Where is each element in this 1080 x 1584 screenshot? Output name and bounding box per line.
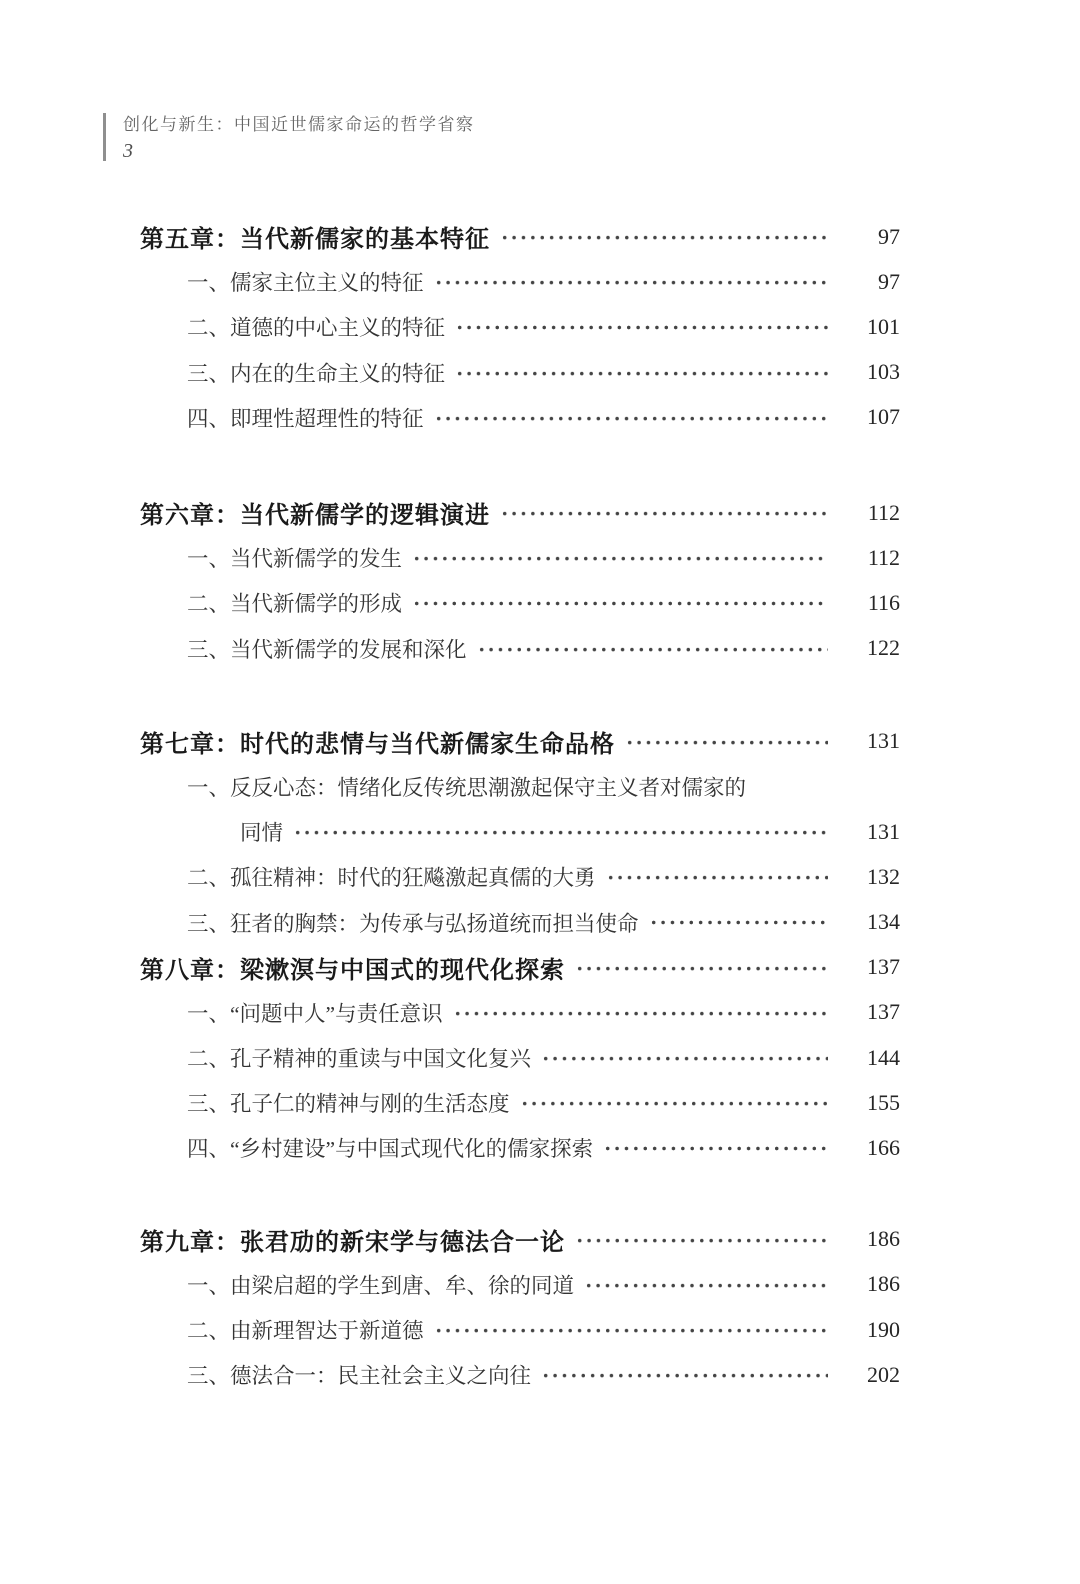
toc-chapter-label: 第五章：当代新儒家的基本特征 (140, 226, 490, 254)
dot-leader (412, 580, 828, 625)
toc-section-label: 二、由新理智达于新道德 (187, 1319, 424, 1344)
dot-leader (434, 1307, 828, 1352)
toc-section-label: 二、孤往精神：时代的狂飚激起真儒的大勇 (187, 866, 596, 891)
toc-section-label: 四、即理性超理性的特征 (187, 406, 424, 431)
dot-leader (455, 350, 828, 395)
toc-row-ch7-s3 (140, 899, 900, 944)
toc-row-ch5-s3 (140, 350, 900, 395)
toc-row-ch6-s2 (140, 580, 900, 625)
dot-leader (453, 990, 828, 1035)
toc-row-ch7-s2 (140, 854, 900, 899)
toc-section-label: 二、当代新儒学的形成 (187, 592, 403, 617)
dot-leader (500, 214, 828, 259)
toc-row-ch6 (140, 490, 900, 535)
dot-leader (541, 1352, 828, 1397)
toc-page-number: 112 (867, 544, 900, 570)
toc-page-number: 97 (878, 223, 900, 249)
toc-row-ch7-s1-line2 (140, 809, 900, 854)
dot-leader (293, 809, 828, 854)
dot-leader (477, 626, 828, 671)
toc-page-number: 103 (867, 359, 900, 385)
toc-row-ch9-s2 (140, 1307, 900, 1352)
toc-row-ch8-s4 (140, 1125, 900, 1170)
toc-page-number: 166 (867, 1134, 900, 1160)
toc-chapter-label: 第八章：梁漱溟与中国式的现代化探索 (140, 956, 565, 984)
toc-section-label: 一、反反心态：情绪化反传统思潮激起保守主义者对儒家的 (187, 775, 747, 800)
dot-leader (625, 719, 828, 764)
toc-section-label: 三、当代新儒学的发展和深化 (187, 637, 467, 662)
book-title: 创化与新生：中国近世儒家命运的哲学省察 (123, 115, 475, 134)
dot-leader (606, 854, 828, 899)
table-of-contents (140, 214, 900, 1397)
toc-page-number: 134 (867, 909, 900, 935)
toc-row-ch8-s3 (140, 1080, 900, 1125)
dot-leader (434, 395, 828, 440)
toc-page-number: 101 (867, 313, 900, 339)
toc-row-ch8 (140, 945, 900, 990)
dot-leader (455, 304, 828, 349)
toc-section-label: 一、当代新儒学的发生 (187, 547, 403, 572)
toc-page-number: 131 (867, 818, 900, 844)
toc-page-number: 131 (867, 728, 900, 754)
toc-row-ch7-s1-line1 (140, 764, 900, 809)
toc-page-number: 186 (867, 1271, 900, 1297)
toc-section-label: 四、“乡村建设”与中国式现代化的儒家探索 (187, 1137, 594, 1162)
toc-page-number: 190 (867, 1316, 900, 1342)
toc-section-label: 二、孔子精神的重读与中国文化复兴 (187, 1047, 532, 1072)
toc-chapter-label: 第九章：张君劢的新宋学与德法合一论 (140, 1228, 565, 1256)
toc-row-ch5-s1 (140, 259, 900, 304)
toc-row-ch9 (140, 1217, 900, 1262)
toc-page-number: 137 (867, 999, 900, 1025)
toc-page-number: 132 (867, 863, 900, 889)
toc-page-number: 122 (867, 635, 900, 661)
header-rule-line (103, 113, 106, 161)
toc-row-ch9-s1 (140, 1262, 900, 1307)
toc-row-ch6-s3 (140, 626, 900, 671)
toc-section-label: 三、狂者的胸禁：为传承与弘扬道统而担当使命 (187, 911, 639, 936)
toc-page-number: 97 (878, 268, 900, 294)
toc-page-number: 137 (867, 954, 900, 980)
toc-row-ch5-s2 (140, 304, 900, 349)
toc-section-label: 三、德法合一：民主社会主义之向往 (187, 1364, 532, 1389)
toc-chapter-label: 第六章：当代新儒学的逻辑演进 (140, 502, 490, 530)
toc-section-label: 一、由梁启超的学生到唐、牟、徐的同道 (187, 1273, 575, 1298)
dot-leader (575, 945, 828, 990)
toc-page-number: 112 (867, 499, 900, 525)
dot-leader (603, 1125, 828, 1170)
toc-page-number: 155 (867, 1089, 900, 1115)
dot-leader (434, 259, 828, 304)
dot-leader (541, 1035, 828, 1080)
dot-leader (584, 1262, 828, 1307)
toc-page-number: 202 (867, 1361, 900, 1387)
header-text-block (123, 113, 475, 161)
toc-row-ch9-s3 (140, 1352, 900, 1397)
toc-section-label: 一、儒家主位主义的特征 (187, 271, 424, 296)
toc-section-label: 一、“问题中人”与责任意识 (187, 1001, 443, 1026)
dot-leader (649, 899, 828, 944)
toc-section-label: 三、内在的生命主义的特征 (187, 361, 446, 386)
toc-page-number: 107 (867, 404, 900, 430)
page-folio: 3 (123, 140, 133, 162)
dot-leader (500, 490, 828, 535)
toc-section-label-wrap: 同情 (240, 821, 284, 846)
toc-section-label: 二、道德的中心主义的特征 (187, 316, 446, 341)
dot-leader (412, 535, 828, 580)
toc-page-number: 116 (867, 589, 900, 615)
toc-page-number: 186 (867, 1226, 900, 1252)
toc-section-label: 三、孔子仁的精神与刚的生活态度 (187, 1092, 510, 1117)
dot-leader (575, 1217, 828, 1262)
toc-row-ch7 (140, 719, 900, 764)
toc-page-number: 144 (867, 1044, 900, 1070)
toc-row-ch6-s1 (140, 535, 900, 580)
page-header (103, 113, 475, 161)
toc-row-ch8-s2 (140, 1035, 900, 1080)
toc-row-ch5-s4 (140, 395, 900, 440)
dot-leader (520, 1080, 828, 1125)
toc-chapter-label: 第七章：时代的悲情与当代新儒家生命品格 (140, 730, 615, 758)
toc-row-ch8-s1 (140, 990, 900, 1035)
toc-row-ch5 (140, 214, 900, 259)
